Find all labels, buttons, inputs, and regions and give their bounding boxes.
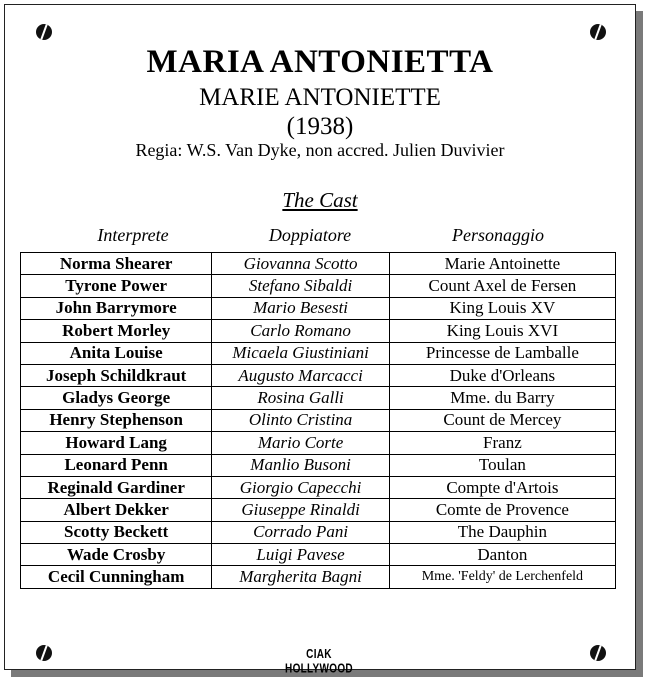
actor-cell: Robert Morley: [21, 320, 212, 342]
character-cell: King Louis XVI: [389, 320, 615, 342]
table-row: [21, 454, 616, 476]
character-cell: Danton: [389, 544, 615, 566]
title-italian: MARIA ANTONIETTA: [146, 44, 494, 80]
actor-cell: Joseph Schildkraut: [21, 364, 212, 386]
character-cell: Toulan: [389, 454, 615, 476]
release-year: (1938): [286, 113, 354, 140]
actor-cell: Leonard Penn: [21, 454, 212, 476]
table-row: [21, 544, 616, 566]
screw-icon-top-left: [36, 24, 52, 40]
ciak-hollywood-logo: CIAK HOLLYWOOD: [285, 647, 353, 677]
dubber-cell: Manlio Busoni: [212, 454, 389, 476]
column-header-doppiatore: Doppiatore: [268, 225, 352, 245]
table-row: [21, 432, 616, 454]
cast-plaque: [4, 4, 636, 677]
actor-cell: Scotty Beckett: [21, 521, 212, 543]
dubber-cell: Mario Corte: [212, 432, 389, 454]
dubber-cell: Augusto Marcacci: [212, 364, 389, 386]
dubber-cell: Giuseppe Rinaldi: [212, 499, 389, 521]
director-credit: Regia: W.S. Van Dyke, non accred. Julien Duvivier: [135, 140, 505, 160]
table-row: [21, 521, 616, 543]
table-row: [21, 409, 616, 431]
dubber-cell: Giorgio Capecchi: [212, 476, 389, 498]
character-cell: Franz: [389, 432, 615, 454]
character-cell: The Dauphin: [389, 521, 615, 543]
actor-cell: Tyrone Power: [21, 275, 212, 297]
actor-cell: Wade Crosby: [21, 544, 212, 566]
screw-icon-bottom-left: [36, 645, 52, 661]
character-cell: Comte de Provence: [389, 499, 615, 521]
screw-icon-top-right: [590, 24, 606, 40]
screw-icon-bottom-right: [590, 645, 606, 661]
dubber-cell: Margherita Bagni: [212, 566, 389, 588]
character-cell: Duke d'Orleans: [389, 364, 615, 386]
dubber-cell: Stefano Sibaldi: [212, 275, 389, 297]
actor-cell: Howard Lang: [21, 432, 212, 454]
dubber-cell: Rosina Galli: [212, 387, 389, 409]
character-cell: Marie Antoinette: [389, 253, 615, 275]
title-original: MARIE ANTONIETTE: [199, 84, 441, 111]
dubber-cell: Mario Besesti: [212, 297, 389, 319]
table-row: [21, 253, 616, 275]
table-row: [21, 499, 616, 521]
dubber-cell: Carlo Romano: [212, 320, 389, 342]
actor-cell: Norma Shearer: [21, 253, 212, 275]
actor-cell: Cecil Cunningham: [21, 566, 212, 588]
character-cell: Mme. du Barry: [389, 387, 615, 409]
actor-cell: John Barrymore: [21, 297, 212, 319]
table-row: [21, 387, 616, 409]
table-row: [21, 364, 616, 386]
column-header-interprete: Interprete: [97, 225, 169, 245]
cast-table: [20, 252, 616, 589]
cast-heading: The Cast: [282, 188, 358, 212]
character-cell: Compte d'Artois: [389, 476, 615, 498]
dubber-cell: Corrado Pani: [212, 521, 389, 543]
actor-cell: Anita Louise: [21, 342, 212, 364]
table-row: [21, 320, 616, 342]
table-row: [21, 566, 616, 588]
character-cell: Mme. 'Feldy' de Lerchenfeld: [389, 566, 615, 588]
table-row: [21, 297, 616, 319]
actor-cell: Gladys George: [21, 387, 212, 409]
column-header-personaggio: Personaggio: [452, 225, 544, 245]
actor-cell: Henry Stephenson: [21, 409, 212, 431]
character-cell: Count de Mercey: [389, 409, 615, 431]
dubber-cell: Luigi Pavese: [212, 544, 389, 566]
dubber-cell: Giovanna Scotto: [212, 253, 389, 275]
character-cell: Count Axel de Fersen: [389, 275, 615, 297]
table-row: [21, 476, 616, 498]
actor-cell: Albert Dekker: [21, 499, 212, 521]
table-row: [21, 275, 616, 297]
table-row: [21, 342, 616, 364]
actor-cell: Reginald Gardiner: [21, 476, 212, 498]
dubber-cell: Olinto Cristina: [212, 409, 389, 431]
dubber-cell: Micaela Giustiniani: [212, 342, 389, 364]
character-cell: Princesse de Lamballe: [389, 342, 615, 364]
character-cell: King Louis XV: [389, 297, 615, 319]
